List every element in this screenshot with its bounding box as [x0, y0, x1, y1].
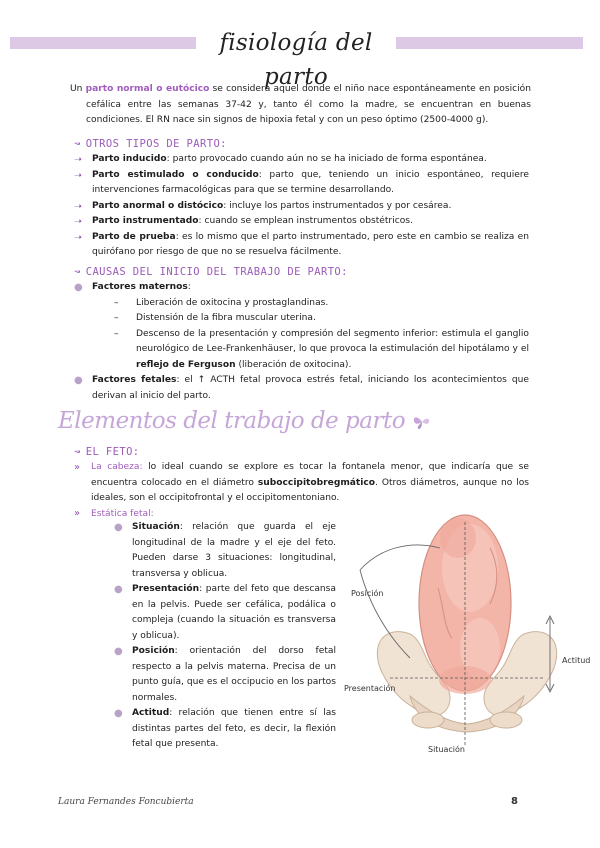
list-item [74, 152, 529, 168]
otros-heading [74, 138, 227, 150]
item-term: Parto estimulado o conducido [92, 169, 259, 180]
item-text: Descenso de la presentación y compresión del segmento inferior: estimula el ganglio neurológico de Lee-Frankenhäuser, lo que provoca la estimulación del hipotálamo y el [136, 328, 529, 354]
arrow-icon: ➝ [74, 154, 82, 165]
curl-arrow-icon: ↝ [74, 138, 81, 150]
bullet-icon: ● [74, 282, 83, 293]
list-item [114, 520, 336, 582]
otros-list [74, 152, 529, 261]
title-box [196, 26, 396, 90]
arrow-icon: ➝ [74, 216, 82, 227]
page-number: 8 [511, 796, 518, 807]
bullet-icon: ● [114, 584, 123, 595]
feto-heading [74, 446, 140, 458]
maternos-colon: : [187, 282, 191, 292]
dash-icon: – [114, 313, 119, 323]
item-text: : incluye los partos instrumentados y por cesárea. [223, 200, 452, 211]
list-item [74, 168, 529, 199]
butterfly-icon [412, 414, 432, 430]
list-item [74, 373, 529, 404]
otros-heading-text: OTROS TIPOS DE PARTO: [85, 138, 227, 150]
footer-author: Laura Fernandes Foncubierta [58, 797, 194, 807]
item-term: Parto instrumentado [92, 216, 199, 226]
intro-paragraph [70, 82, 531, 129]
item-text: : relación que guarda el eje longitudinal de la madre y el eje del feto. Pueden darse 3 situaciones: longitudinal, transversa y oblicua. [132, 522, 336, 579]
causas-list [74, 280, 529, 404]
feto-heading-text: EL FETO: [85, 446, 140, 458]
arrow-icon: ➝ [74, 231, 82, 243]
item-text: : parto que, teniendo un inicio espontáneo, requiere intervenciones farmacológicas para que se termine desarrollando. [92, 169, 529, 195]
item-text: Liberación de oxitocina y prostaglandinas. [136, 297, 329, 308]
estatica-label: Estática fetal: [91, 509, 154, 519]
maternos-sublist [74, 296, 529, 374]
list-item [114, 296, 529, 312]
item-text: : parto provocado cuando aún no se ha iniciado de forma espontánea. [166, 154, 487, 164]
double-chevron-icon: » [74, 508, 81, 519]
cabeza-item [74, 460, 529, 507]
list-item [114, 311, 529, 327]
item-text: (liberación de oxitocina). [235, 359, 352, 370]
label-actitud: Actitud [562, 656, 591, 665]
arrow-icon: ➝ [74, 169, 82, 181]
elementos-heading [58, 408, 432, 434]
list-item [114, 582, 336, 644]
dash-icon: – [114, 328, 119, 339]
item-term: Actitud [132, 708, 170, 718]
maternos-label: Factores maternos [92, 282, 188, 292]
label-presentacion: Presentación [344, 684, 396, 693]
intro-term: parto normal o eutócico [85, 84, 210, 94]
elementos-heading-text: Elementos del trabajo de parto [58, 408, 406, 434]
estatica-list [114, 520, 336, 753]
list-item [74, 280, 529, 296]
list-item [114, 327, 529, 374]
label-posicion: Posición [351, 589, 384, 598]
fetales-label: Factores fetales [92, 375, 177, 385]
list-item [114, 706, 336, 753]
item-term: Parto anormal o distócico [92, 200, 224, 211]
bullet-icon: ● [74, 375, 83, 386]
item-text: : parte del feto que descansa en la pelvis. Puede ser cefálica, podálica o compleja (cuando la situación es transversa y oblicua). [132, 584, 336, 641]
list-item [74, 199, 529, 215]
causas-heading-text: CAUSAS DEL INICIO DEL TRABAJO DE PARTO: [85, 266, 348, 278]
fetal-statics-figure [340, 508, 598, 758]
item-text: : relación que tienen entre sí las distintas partes del feto, es decir, la flexión fetal que presenta. [132, 708, 336, 749]
causas-heading [74, 266, 348, 278]
item-text: : cuando se emplean instrumentos obstétricos. [198, 216, 413, 226]
cabeza-term: suboccipitobregmático [257, 477, 376, 488]
bullet-icon: ● [114, 708, 123, 719]
item-text: . Otros diámetros, aunque no los ideales, son el occipitofrontal y el occipitomentoniano. [91, 477, 529, 503]
dash-icon: – [114, 297, 119, 308]
list-item [74, 460, 529, 507]
item-text: : es lo mismo que el parto instrumentado, pero este en cambio se realiza en quirófano por riesgo de que no se resuelva fácilmente. [92, 231, 529, 257]
item-term: Presentación [132, 584, 200, 594]
cabeza-label: La cabeza: [91, 462, 143, 472]
item-term: Situación [132, 522, 180, 532]
item-text: Distensión de la fibra muscular uterina. [136, 313, 316, 323]
label-situacion: Situación [428, 745, 465, 754]
item-text: : el ↑ ACTH fetal provoca estrés fetal, iniciando los acontecimientos que derivan al inicio del parto. [92, 375, 529, 401]
list-item [74, 214, 529, 230]
curl-arrow-icon: ↝ [74, 266, 81, 278]
item-term: Parto de prueba [92, 231, 176, 242]
intro-pre: Un [70, 84, 86, 94]
page-title: fisiología del parto [219, 30, 373, 90]
item-term: Posición [132, 646, 175, 656]
bullet-icon: ● [114, 646, 123, 657]
intro-post: se considera aquel donde el niño nace espontáneamente en posición cefálica entre las semanas 37-42 y, tanto él como la madre, se encuentran en buenas condiciones. El RN nace sin signos de hipoxia fetal y con un peso óptimo (2500-4000 g). [86, 84, 531, 125]
item-term: Parto inducido [92, 154, 167, 164]
bullet-icon: ● [114, 522, 123, 533]
ferguson-term: reflejo de Ferguson [136, 359, 236, 370]
curl-arrow-icon: ↝ [74, 446, 81, 458]
double-chevron-icon: » [74, 462, 81, 473]
list-item [114, 644, 336, 706]
item-text: lo ideal cuando se explore es tocar la fontanela menor, que indicaría que se encuentra colocado en el diámetro [91, 462, 529, 488]
arrow-icon: ➝ [74, 200, 82, 212]
list-item [74, 230, 529, 261]
item-text: : orientación del dorso fetal respecto a la pelvis materna. Precisa de un punto guía, que es el occipucio en los partos normales. [132, 646, 336, 703]
